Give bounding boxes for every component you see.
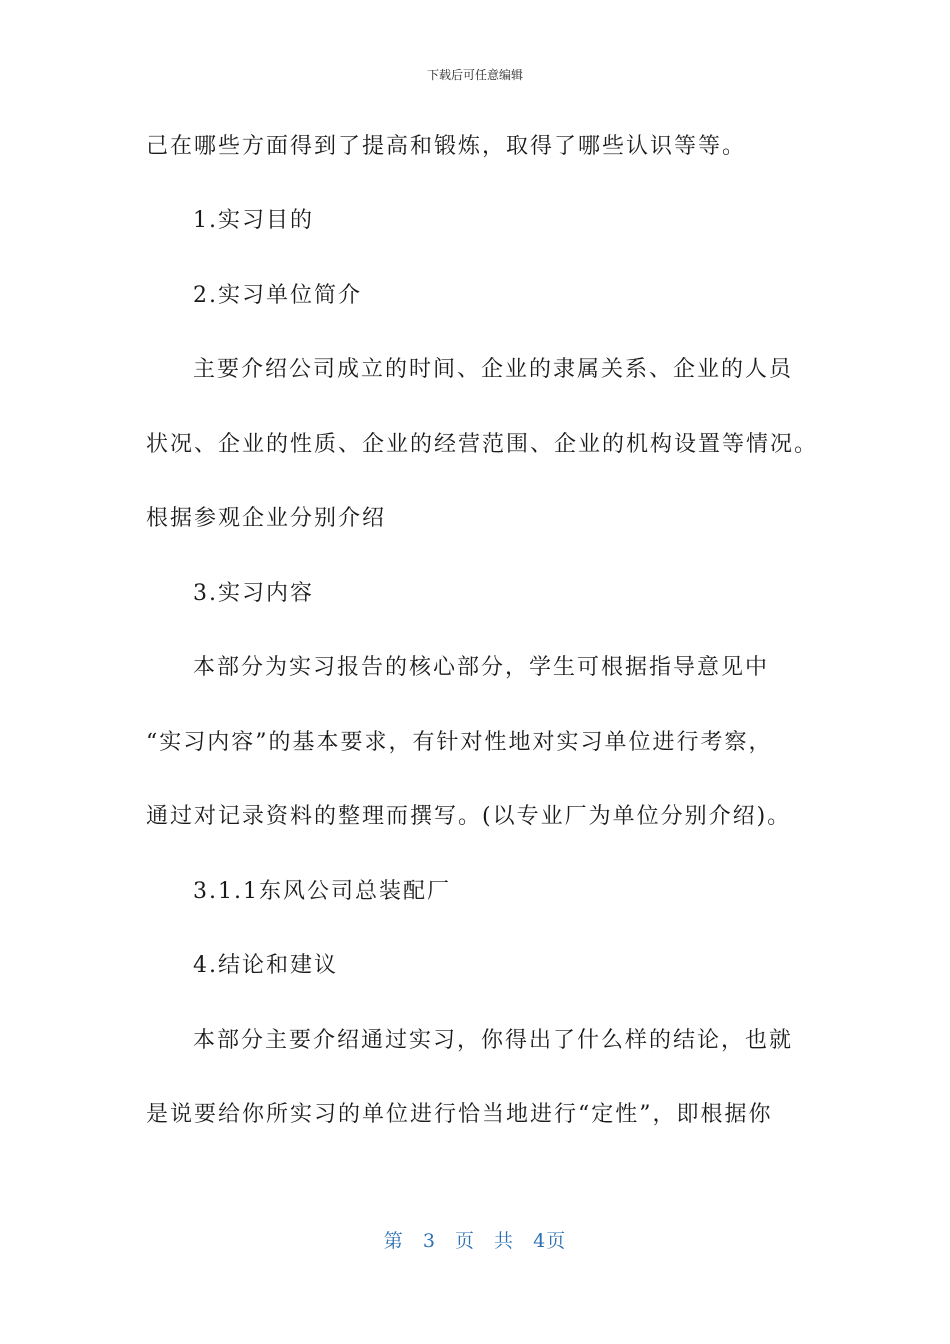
paragraph-line: 根据参观企业分别介绍 [146,506,387,531]
footer-total-label: 共 [494,1230,515,1252]
paragraph-line: 状况、企业的性质、企业的经营范围、企业的机构设置等情况。 [146,432,819,457]
footer-unit-label: 页 [454,1230,475,1252]
paragraph-line: 本部分为实习报告的核心部分，学生可根据指导意见中 [193,655,770,680]
section-heading: 1.实习目的 [193,208,314,233]
paragraph-line: “实习内容”的基本要求，有针对性地对实习单位进行考察， [146,730,773,755]
page-header-note: 下载后可任意编辑 [426,68,523,82]
section-heading: 3.实习内容 [193,581,314,606]
section-heading: 4.结论和建议 [193,953,338,978]
paragraph-line: 是说要给你所实习的单位进行恰当地进行“定性”，即根据你 [146,1102,773,1127]
subsection-heading: 3.1.1东风公司总装配厂 [193,879,451,904]
footer-page-label: 第 [383,1230,404,1252]
paragraph-line: 通过对记录资料的整理而撰写。(以专业厂为单位分别介绍)。 [146,804,792,829]
paragraph-line: 主要介绍公司成立的时间、企业的隶属关系、企业的人员 [193,357,794,382]
footer-total-pages: 4页 [533,1230,567,1252]
paragraph-line: 己在哪些方面得到了提高和锻炼，取得了哪些认识等等。 [146,134,747,159]
paragraph-line: 本部分主要介绍通过实习，你得出了什么样的结论，也就 [193,1028,794,1053]
section-heading: 2.实习单位简介 [193,283,362,308]
footer-current-page: 3 [422,1230,436,1252]
page-footer [0,1226,950,1253]
